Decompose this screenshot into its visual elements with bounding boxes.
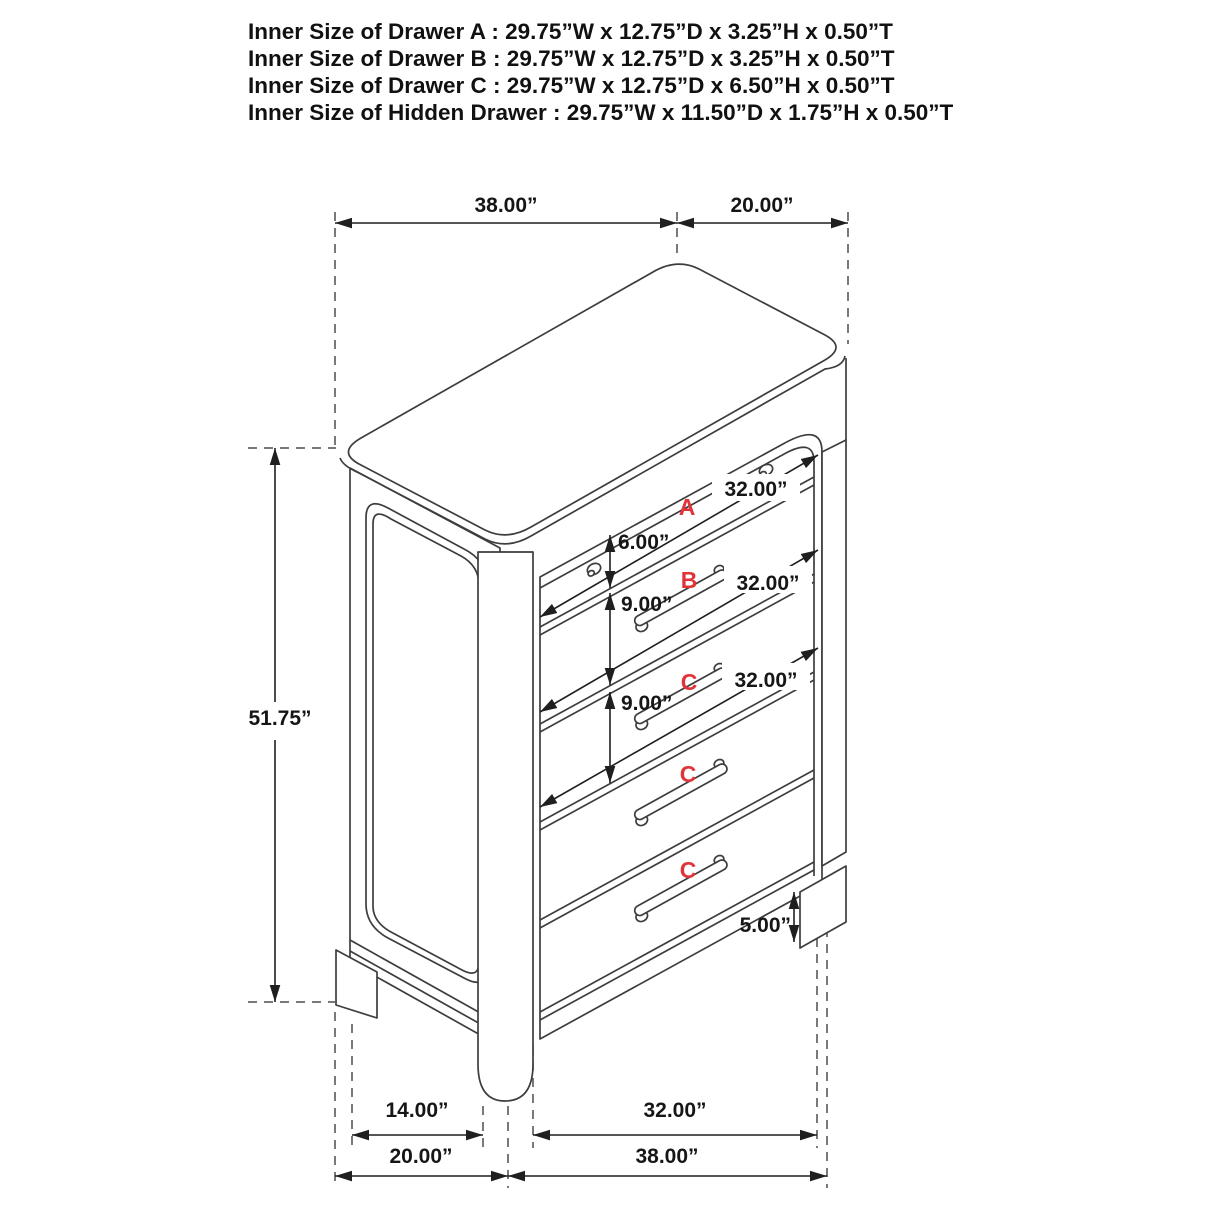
front-left-leg-column bbox=[478, 552, 533, 1101]
drawer-c1-label: C bbox=[680, 669, 698, 695]
dim-label-base-front-clear: 32.00” bbox=[643, 1099, 707, 1122]
dim-label-drawer-a-width: 32.00” bbox=[724, 478, 788, 501]
dim-label-drawer-b-width: 32.00” bbox=[736, 572, 800, 595]
dim-label-drawer-c-width: 32.00” bbox=[734, 669, 798, 692]
dim-label-base-width: 38.00” bbox=[635, 1145, 699, 1168]
drawer-face-panel bbox=[540, 435, 822, 1039]
inner-size-line-drawer-a: Inner Size of Drawer A : 29.75”W x 12.75”D x 3.25”H x 0.50”T bbox=[248, 19, 893, 44]
dim-label-drawer-a-height: 6.00” bbox=[618, 531, 670, 554]
inner-size-line-hidden-drawer: Inner Size of Hidden Drawer : 29.75”W x 11.50”D x 1.75”H x 0.50”T bbox=[248, 100, 954, 125]
inner-size-line-drawer-b: Inner Size of Drawer B : 29.75”W x 12.75”D x 3.25”H x 0.50”T bbox=[248, 46, 895, 71]
dim-label-top-width: 38.00” bbox=[474, 194, 538, 217]
dim-label-base-side-clear: 14.00” bbox=[385, 1099, 449, 1122]
drawer-c3-label: C bbox=[679, 857, 697, 883]
inner-size-line-drawer-c: Inner Size of Drawer C : 29.75”W x 12.75”D x 6.50”H x 0.50”T bbox=[248, 73, 895, 98]
dim-label-base-depth: 20.00” bbox=[389, 1145, 453, 1168]
drawer-c2-label: C bbox=[679, 761, 697, 787]
dim-label-drawer-c-height: 9.00” bbox=[621, 692, 673, 715]
dim-label-drawer-b-height: 9.00” bbox=[621, 593, 673, 616]
drawer-a-label: A bbox=[678, 494, 696, 520]
right-side-panel bbox=[822, 440, 846, 866]
drawer-b-label: B bbox=[680, 567, 698, 593]
dim-label-leg-height: 5.00” bbox=[739, 914, 791, 937]
dim-label-overall-height: 51.75” bbox=[248, 707, 312, 730]
dim-label-top-depth: 20.00” bbox=[730, 194, 794, 217]
